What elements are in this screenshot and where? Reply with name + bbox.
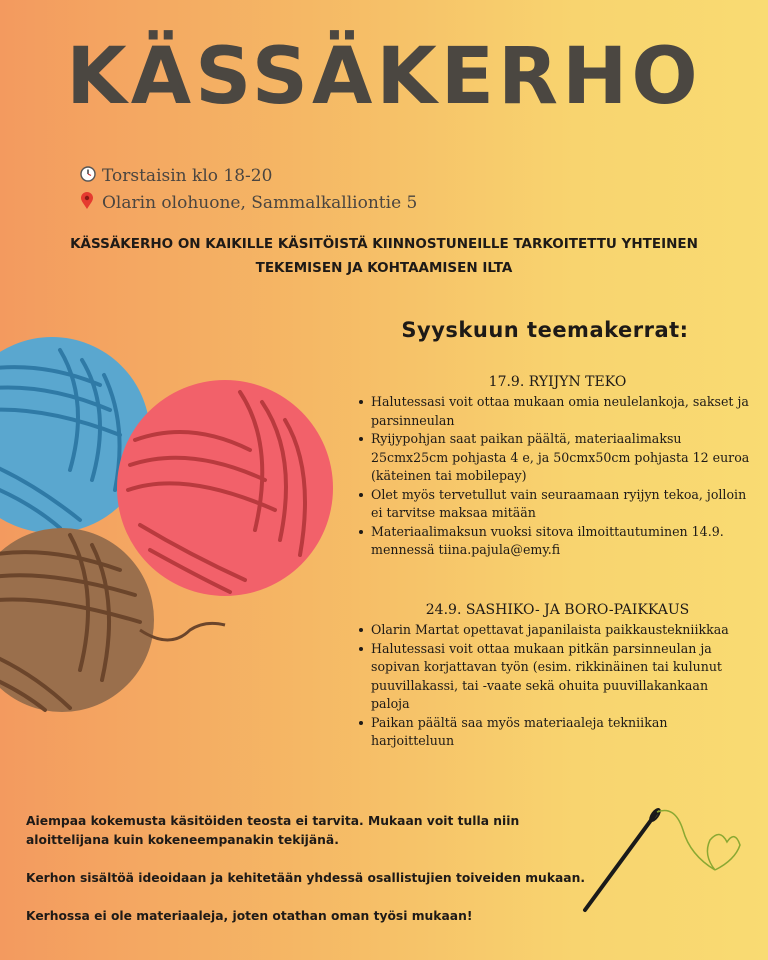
footer-note: Aiempaa kokemusta käsitöiden teosta ei tarvita. Mukaan voit tulla niin aloittelijana kuin kokeneempanakin tekijänä. xyxy=(26,814,520,847)
red-yarn-ball xyxy=(117,380,333,596)
session-heading: 24.9. SASHIKO- JA BORO-PAIKKAUS xyxy=(425,602,690,618)
meeting-place: Olarin olohuone, Sammalkalliontie 5 xyxy=(102,192,418,213)
needle-and-thread-icon xyxy=(575,800,745,920)
session-list xyxy=(355,621,750,751)
footer-note: Kerhon sisältöä ideoidaan ja kehitetään yhdessä osallistujien toiveiden mukaan. xyxy=(26,871,586,885)
list-item: Halutessasi voit ottaa mukaan omia neulelankoja, sakset ja parsinneulan xyxy=(371,393,750,430)
list-item: Olet myös tervetullut vain seuraamaan ryijyn tekoa, jolloin ei tarvitse maksaa mitään xyxy=(371,486,750,523)
list-item: Olarin Martat opettavat japanilaista paikkaustekniikkaa xyxy=(371,621,750,640)
footer-note: Kerhossa ei ole materiaaleja, joten otathan oman työsi mukaan! xyxy=(26,909,473,923)
footer-notes xyxy=(26,812,586,945)
month-title: Syyskuun teemakerrat: xyxy=(401,318,689,342)
list-item: Halutessasi voit ottaa mukaan pitkän parsinneulan ja sopivan korjattavan työn (esim. rikkinäinen tai kulunut puuvillakassi, tai -vaate sekä ohuita puuvillakankaan paloja xyxy=(371,640,750,714)
map-pin-icon xyxy=(80,192,102,214)
meeting-time: Torstaisin klo 18-20 xyxy=(102,165,273,186)
session-list xyxy=(355,393,750,560)
clock-icon xyxy=(80,166,102,186)
intro-text: KÄSSÄKERHO ON KAIKILLE KÄSITÖISTÄ KIINNOSTUNEILLE TARKOITETTU YHTEINEN TEKEMISEN JA KOHTAAMISEN ILTA xyxy=(70,236,698,276)
session-heading: 17.9. RYIJYN TEKO xyxy=(488,374,627,390)
session-ryijy xyxy=(355,374,750,560)
place-row xyxy=(80,189,417,216)
session-sashiko xyxy=(355,602,750,751)
poster-title: KÄSSÄKERHO xyxy=(66,32,702,122)
list-item: Paikan päältä saa myös materiaaleja tekniikan harjoitteluun xyxy=(371,714,750,751)
list-item: Ryijypohjan saat paikan päältä, materiaalimaksu 25cmx25cm pohjasta 4 e, ja 50cmx50cm pohjasta 12 euroa (käteinen tai mobilepay) xyxy=(371,430,750,486)
event-info xyxy=(80,162,417,216)
yarn-balls-illustration xyxy=(0,330,360,750)
time-row xyxy=(80,162,417,189)
list-item: Materiaalimaksun vuoksi sitova ilmoittautuminen 14.9. mennessä tiina.pajula@emy.fi xyxy=(371,523,750,560)
